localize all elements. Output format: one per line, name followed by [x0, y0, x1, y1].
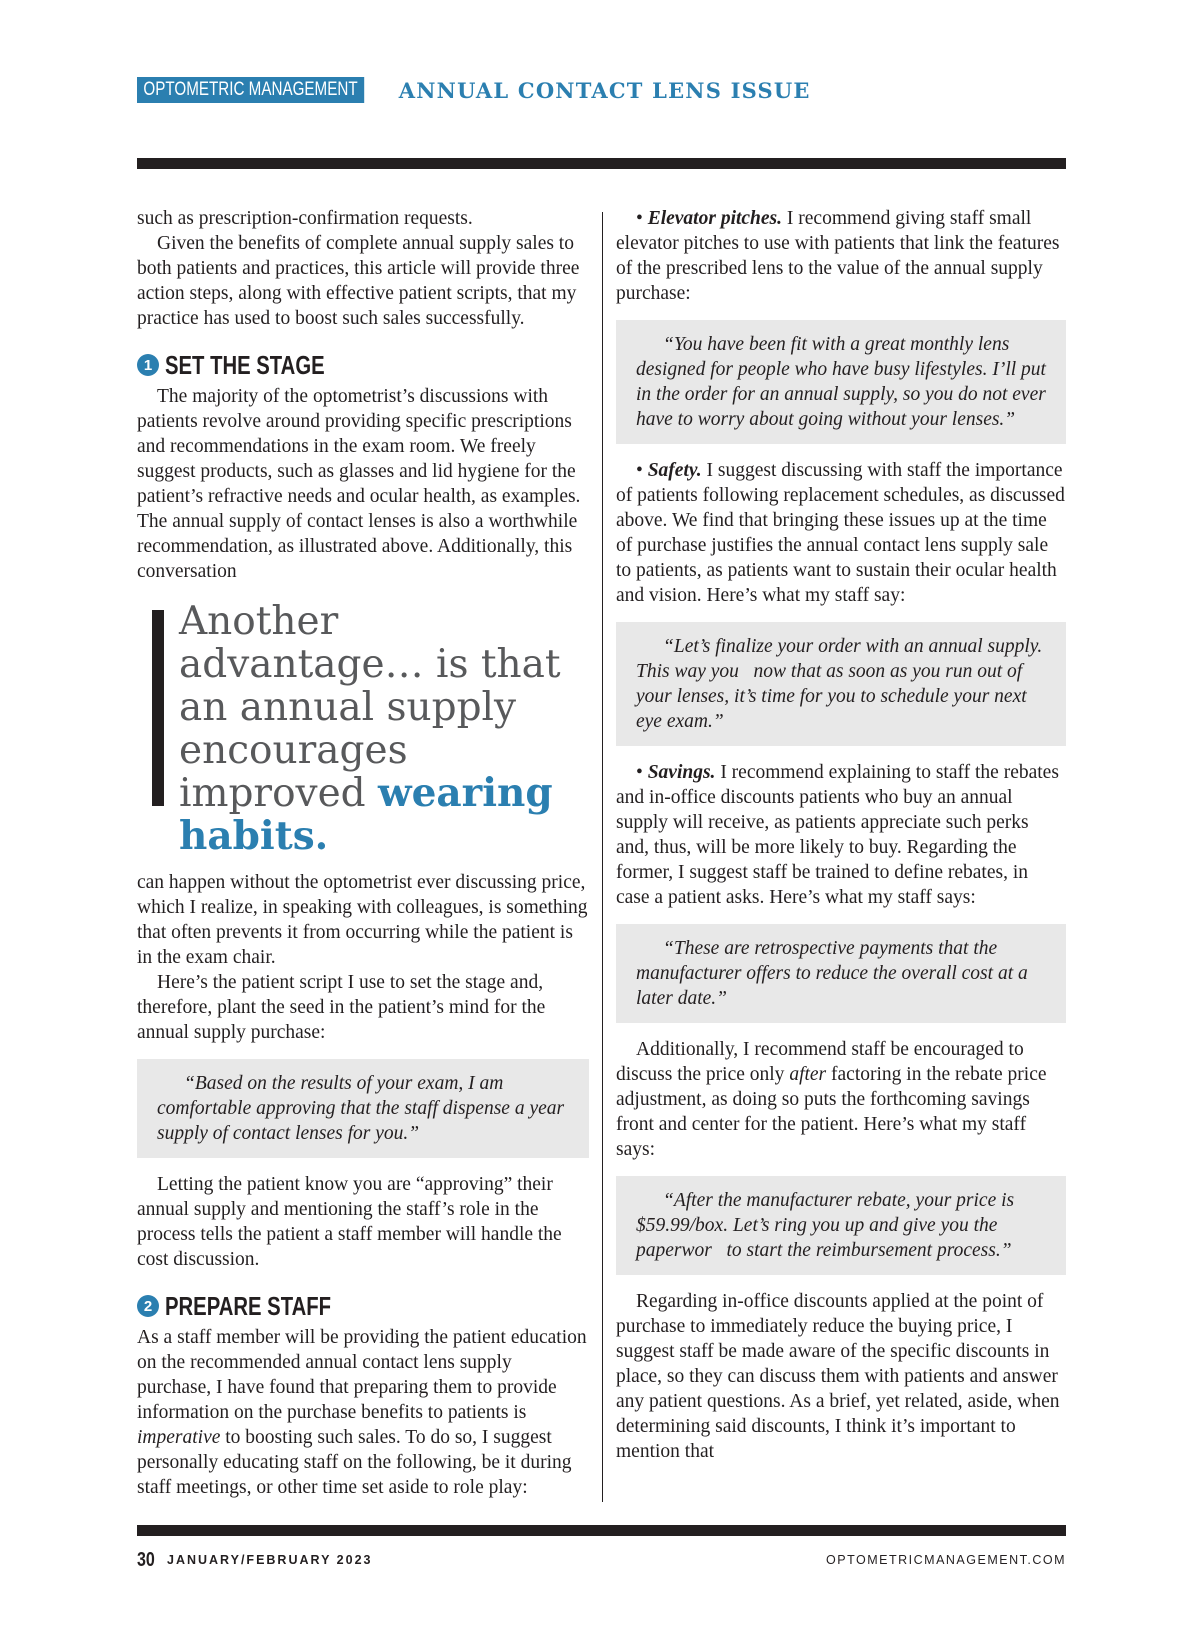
bullet-paragraph — [616, 458, 1066, 608]
page-number: 30 — [137, 1549, 155, 1571]
paragraph — [137, 1325, 589, 1500]
section-heading-prepare-staff — [137, 1290, 589, 1322]
paragraph: Regarding in-office discounts applied at the point of purchase to immediately reduce the buying price, I suggest staff be made aware of the specific discounts in place, so they can discuss them with patients and answer any patient questions. As a brief, yet related, aside, when determining said discounts, I think it’s important to mention that — [616, 1291, 1060, 1462]
bullet-paragraph — [616, 206, 1066, 306]
bullet-title: Safety. — [647, 460, 702, 481]
column-divider — [602, 212, 603, 1502]
website-url: OPTOMETRICMANAGEMENT.COM — [826, 1553, 1066, 1567]
bullet-title: Savings. — [647, 762, 716, 783]
paragraph-text: As a staff member will be providing the patient education on the recommended annual contact lens supply purchase, I have found that preparing them to provide information on the purchase benefits to patients is — [137, 1327, 587, 1423]
bullet-paragraph — [616, 760, 1066, 910]
emphasis-text: imperative — [137, 1427, 221, 1448]
script-quote-box — [616, 622, 1066, 746]
bullet-title: Elevator pitches. — [647, 208, 783, 229]
paragraph: Letting the patient know you are “approving” their annual supply and mentioning the staff’s role in the process tells the patient a staff member will handle the cost discussion. — [137, 1174, 562, 1270]
top-rule — [137, 158, 1066, 169]
bullet-text: I suggest discussing with staff the importance of patients following replacement schedules, as discussed above. We find that bringing these issues up at the time of purchase justifies the annual contact lens supply sale to patients, as patients want to sustain their ocular health and vision. Here’s what my staff say: — [616, 460, 1065, 606]
bullet-text: I recommend giving staff small elevator pitches to use with patients that link the features of the prescribed lens to the value of the annual supply purchase: — [616, 208, 1060, 304]
paragraph: Here’s the patient script I use to set the stage and, therefore, plant the seed in the patient’s mind for the annual supply purchase: — [137, 972, 546, 1043]
bullet-glyph: • — [636, 460, 643, 481]
paragraph: Given the benefits of complete annual supply sales to both patients and practices, this article will provide three action steps, along with effective patient scripts, that my practice has used to boost such sales successfully. — [137, 233, 580, 329]
magazine-brand-label: OPTOMETRIC MANAGEMENT — [137, 77, 364, 103]
section-heading-text: SET THE STAGE — [165, 349, 325, 380]
script-quote-text: “Based on the results of your exam, I am comfortable approving that the staff dispense a year supply of contact lenses for you.” — [157, 1073, 565, 1144]
bottom-rule — [137, 1525, 1066, 1536]
script-quote-text: “Let’s finalize your order with an annual supply. This way you now that as soon as you run out of your lenses, it’s time for you to schedule your next eye exam.” — [636, 636, 1048, 732]
bullet-glyph: • — [636, 762, 643, 783]
script-quote-box — [137, 1059, 589, 1158]
section-number-badge: 1 — [137, 354, 159, 376]
pull-quote-bar — [152, 610, 164, 806]
paragraph-text: to boosting such sales. To do so, I suggest personally educating staff on the following, be it during staff meetings, or other time set aside to role play: — [137, 1427, 572, 1498]
paragraph: such as prescription-confirmation requests. — [137, 208, 473, 229]
section-number-badge: 2 — [137, 1295, 159, 1317]
bullet-glyph: • — [636, 208, 643, 229]
paragraph — [616, 1037, 1066, 1162]
left-column — [137, 206, 589, 1500]
page-footer — [137, 1549, 1066, 1573]
right-column — [616, 206, 1066, 1464]
section-heading-text: PREPARE STAFF — [165, 1290, 332, 1321]
emphasis-text: after — [789, 1064, 827, 1085]
issue-date: JANUARY/FEBRUARY 2023 — [167, 1553, 373, 1567]
script-quote-text: “You have been fit with a great monthly lens designed for people who have busy lifestyles. I’ll put in the order for an annual supply, so you do not ever have to worry about going without your lenses.” — [636, 334, 1046, 430]
script-quote-box — [616, 924, 1066, 1023]
script-quote-text: “After the manufacturer rebate, your price is $59.99/box. Let’s ring you up and give you the paperwor to start the reimbursement process.” — [636, 1190, 1019, 1261]
pull-quote-highlight: wearing habits. — [179, 770, 553, 859]
paragraph-text: Additionally, I recommend staff be encouraged to discuss the price only — [616, 1039, 1024, 1085]
section-heading-set-the-stage — [137, 349, 589, 381]
masthead — [137, 77, 811, 103]
script-quote-text: “These are retrospective payments that the manufacturer offers to reduce the overall cost at a later date.” — [636, 938, 1028, 1009]
script-quote-box — [616, 320, 1066, 444]
pull-quote — [137, 600, 589, 858]
pull-quote-text: Another advantage… is that an annual supply encourages improved — [179, 599, 561, 816]
paragraph-text: factoring in the rebate price adjustment, as doing so puts the forthcoming savings front and center for the patient. Here’s what my staff says: — [616, 1064, 1047, 1160]
paragraph: can happen without the optometrist ever discussing price, which I realize, in speaking with colleagues, is something that often prevents it from occurring while the patient is in the exam chair. — [137, 872, 588, 968]
bullet-text: I recommend explaining to staff the rebates and in-office discounts patients who buy an annual supply will receive, as patients appreciate such perks and, thus, will be more likely to buy. Regarding the former, I suggest staff be trained to define rebates, in case a patient asks. Here’s what my staff says: — [616, 762, 1059, 908]
script-quote-box — [616, 1176, 1066, 1275]
issue-title: ANNUAL CONTACT LENS ISSUE — [398, 77, 811, 103]
paragraph: The majority of the optometrist’s discussions with patients revolve around providing specific prescriptions and recommendations in the exam room. We freely suggest products, such as glasses and lid hygiene for the patient’s refractive needs and ocular health, as examples. The annual supply of contact lenses is also a worthwhile recommendation, as illustrated above. Additionally, this conversation — [137, 386, 581, 582]
